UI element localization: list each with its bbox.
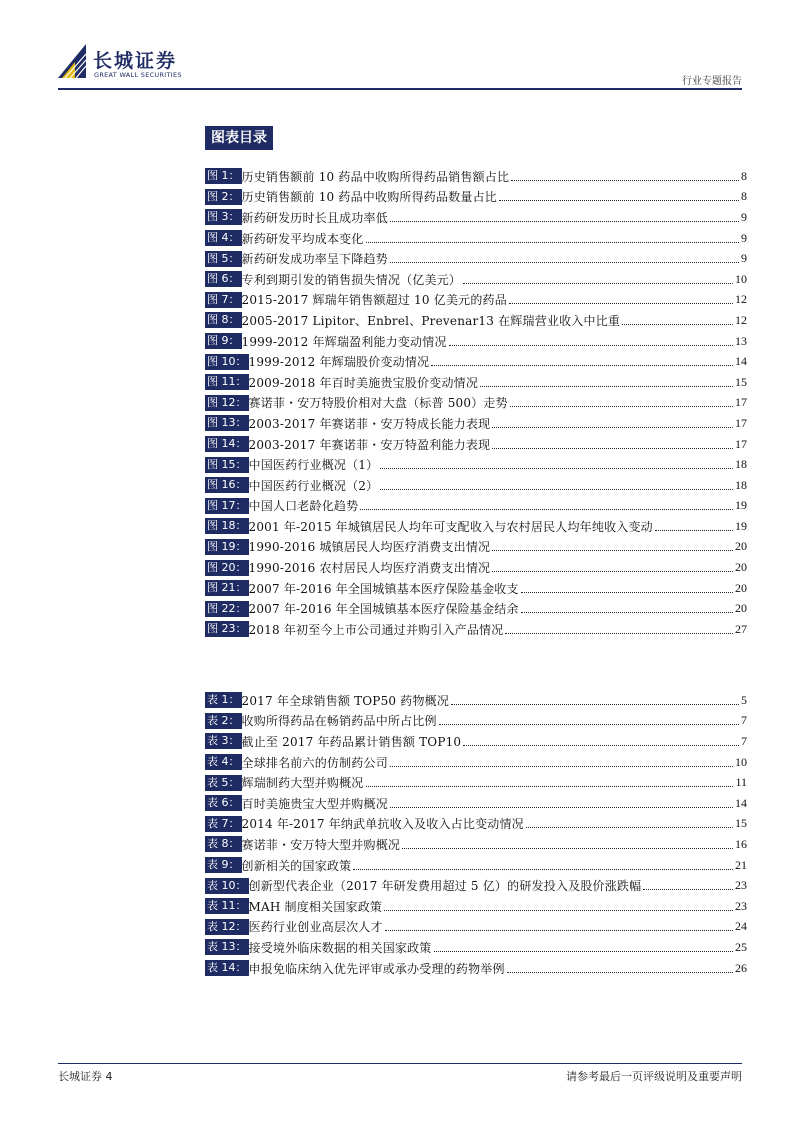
table-toc-entry[interactable] [205,711,747,732]
entry-page-number: 21 [735,857,747,872]
table-toc-entry[interactable] [205,875,747,896]
entry-label: 图 13： [207,416,247,430]
entry-title: 创新相关的国家政策 [241,858,352,873]
table-toc-entry[interactable] [205,814,747,835]
dot-leader [655,530,733,531]
entry-title: 2007 年-2016 年全国城镇基本医疗保险基金结余 [248,602,519,617]
entry-title: 2007 年-2016 年全国城镇基本医疗保险基金收支 [248,581,519,596]
dot-leader [366,242,739,243]
dot-leader [507,972,733,973]
page-header [0,0,800,90]
dot-leader [366,786,734,787]
dot-leader [480,386,733,387]
entry-title: 1999-2012 年辉瑞股价变动情况 [248,355,430,370]
entry-title: 辉瑞制药大型并购概况 [241,776,364,791]
figure-toc-entry[interactable] [205,187,747,208]
entry-label: 图 16： [207,478,247,492]
footer-divider [58,1063,742,1064]
dot-leader [380,468,733,469]
entry-page-number: 10 [735,271,747,286]
entry-title: 历史销售额前 10 药品中收购所得药品销售额占比 [241,169,510,184]
entry-title: 百时美施贵宝大型并购概况 [241,796,388,811]
entry-label: 图 17： [207,498,247,512]
entry-page-number: 17 [735,436,747,451]
dot-leader [380,489,733,490]
entry-label: 图 9： [207,334,240,348]
figure-list [205,166,747,640]
dot-leader [353,869,733,870]
entry-label: 表 14： [207,961,247,975]
figure-toc-entry[interactable] [205,166,747,187]
entry-label: 图 4： [207,231,240,245]
entry-title: 中国人口老龄化趋势 [248,499,359,514]
dot-leader [509,303,733,304]
figure-toc-entry[interactable] [205,310,747,331]
entry-page-number: 11 [735,775,747,790]
figure-toc-entry[interactable] [205,619,747,640]
dot-leader [492,571,733,572]
dot-leader [492,448,733,449]
entry-label: 表 10： [207,878,247,892]
figure-toc-entry[interactable] [205,454,747,475]
figure-toc-entry[interactable] [205,372,747,393]
table-toc-entry[interactable] [205,855,747,876]
entry-page-number: 15 [735,374,747,389]
entry-title: 1999-2012 年辉瑞盈利能力变动情况 [241,334,447,349]
dot-leader [510,406,733,407]
entry-title: 创新型代表企业（2017 年研发费用超过 5 亿）的研发投入及股价涨跌幅 [248,879,642,894]
logo-icon [58,44,86,78]
entry-title: 申报免临床纳入优先评审或承办受理的药物举例 [248,961,505,976]
dot-leader [384,910,733,911]
entry-label: 图 11： [207,375,247,389]
entry-title: 全球排名前六的仿制药公司 [241,755,388,770]
entry-label: 图 22： [207,601,247,615]
dot-leader [402,848,733,849]
entry-page-number: 15 [735,816,747,831]
entry-label: 图 1： [207,169,240,183]
entry-label: 表 12： [207,919,247,933]
entry-label: 图 23： [207,622,247,636]
figure-toc-entry[interactable] [205,557,747,578]
entry-title: 2015-2017 辉瑞年销售额超过 10 亿美元的药品 [241,293,507,308]
dot-leader [390,262,739,263]
entry-label: 图 18： [207,519,247,533]
brand-name-en: GREAT WALL SECURITIES [94,71,182,79]
entry-label: 图 12： [207,395,247,409]
entry-title: 2003-2017 年赛诺菲・安万特成长能力表现 [248,416,491,431]
entry-page-number: 13 [735,333,747,348]
entry-title: 1990-2016 农村居民人均医疗消费支出情况 [248,561,491,576]
entry-title: 新药研发历时长且成功率低 [241,210,388,225]
entry-title: 接受境外临床数据的相关国家政策 [248,940,432,955]
entry-title: 1990-2016 城镇居民人均医疗消费支出情况 [248,540,491,555]
entry-title: 2014 年-2017 年纳武单抗收入及收入占比变动情况 [241,817,524,832]
entry-label: 表 1： [207,693,240,707]
entry-page-number: 20 [735,601,747,616]
entry-label: 图 3： [207,210,240,224]
figure-toc-entry[interactable] [205,228,747,249]
entry-page-number: 8 [741,189,747,204]
entry-page-number: 18 [735,457,747,472]
dot-leader [385,930,733,931]
entry-label: 表 8： [207,837,240,851]
figure-toc-entry[interactable] [205,475,747,496]
entry-label: 图 19： [207,539,247,553]
dot-leader [505,633,733,634]
entry-title: 2018 年初至今上市公司通过并购引入产品情况 [248,622,504,637]
table-toc-entry[interactable] [205,690,747,711]
entry-label: 表 2： [207,713,240,727]
entry-title: 2001 年-2015 年城镇居民人均年可支配收入与农村居民人均年纯收入变动 [248,519,653,534]
entry-title: 2003-2017 年赛诺菲・安万特盈利能力表现 [248,437,491,452]
entry-page-number: 14 [735,354,747,369]
entry-label: 图 20： [207,560,247,574]
entry-title: 中国医药行业概况（1） [248,458,379,473]
entry-page-number: 18 [735,477,747,492]
dot-leader [390,221,739,222]
entry-label: 表 3： [207,734,240,748]
entry-title: 新药研发平均成本变化 [241,231,364,246]
footer-page-number: 长城证券 4 [58,1070,113,1083]
entry-title: 专利到期引发的销售损失情况（亿美元） [241,272,462,287]
entry-label: 图 6： [207,272,240,286]
figure-toc-entry[interactable] [205,496,747,517]
entry-page-number: 20 [735,580,747,595]
entry-page-number: 23 [735,878,747,893]
dot-leader [622,324,733,325]
entry-label: 图 10： [207,354,247,368]
entry-title: 新药研发成功率呈下降趋势 [241,252,388,267]
dot-leader [463,745,739,746]
dot-leader [390,807,733,808]
brand-name-cn: 长城证券 [93,50,178,72]
entry-label: 图 21： [207,581,247,595]
entry-label: 表 4： [207,755,240,769]
dot-leader [492,550,733,551]
section-title: 图表目录 [205,126,273,150]
header-divider [58,88,742,90]
dot-leader [451,704,739,705]
figure-toc-entry[interactable] [205,598,747,619]
table-toc-entry[interactable] [205,772,747,793]
entry-label: 图 14： [207,437,247,451]
table-toc-entry[interactable] [205,793,747,814]
entry-page-number: 24 [735,919,747,934]
figure-toc-entry[interactable] [205,331,747,352]
entry-title: 赛诺菲・安万特股价相对大盘（标普 500）走势 [248,396,508,411]
figure-toc-entry[interactable] [205,207,747,228]
entry-title: 历史销售额前 10 药品中收购所得药品数量占比 [241,190,498,205]
entry-page-number: 7 [741,713,747,728]
entry-title: 赛诺菲・安万特大型并购概况 [241,837,401,852]
entry-label: 表 7： [207,816,240,830]
entry-title: 收购所得药品在畅销药品中所占比例 [241,714,437,729]
figure-toc-entry[interactable] [205,269,747,290]
entry-title: 2009-2018 年百时美施贵宝股价变动情况 [248,375,479,390]
entry-label: 图 5： [207,251,240,265]
entry-label: 表 9： [207,858,240,872]
table-toc-entry[interactable] [205,958,747,979]
entry-page-number: 19 [735,498,747,513]
entry-page-number: 8 [741,168,747,183]
entry-label: 图 7： [207,292,240,306]
report-type-label: 行业专题报告 [682,76,742,87]
entry-page-number: 9 [741,251,747,266]
entry-title: 截止至 2017 年药品累计销售额 TOP10 [241,734,462,749]
table-toc-entry[interactable] [205,896,747,917]
table-toc-entry[interactable] [205,917,747,938]
dot-leader [390,766,733,767]
table-toc-entry[interactable] [205,937,747,958]
table-list [205,690,747,978]
entry-label: 图 2： [207,189,240,203]
entry-title: 中国医药行业概况（2） [248,478,379,493]
entry-title: 医药行业创业高层次人才 [248,920,383,935]
dot-leader [499,200,739,201]
entry-page-number: 16 [735,836,747,851]
dot-leader [449,345,733,346]
entry-page-number: 17 [735,395,747,410]
dot-leader [463,283,733,284]
entry-label: 图 8： [207,313,240,327]
entry-page-number: 5 [741,692,747,707]
entry-page-number: 26 [735,960,747,975]
dot-leader [492,427,733,428]
entry-label: 图 15： [207,457,247,471]
dot-leader [521,612,733,613]
dot-leader [360,509,733,510]
entry-page-number: 17 [735,415,747,430]
entry-page-number: 7 [741,733,747,748]
dot-leader [643,889,733,890]
dot-leader [526,827,733,828]
entry-label: 表 5： [207,775,240,789]
table-toc-entry[interactable] [205,752,747,773]
entry-page-number: 9 [741,230,747,245]
entry-title: MAH 制度相关国家政策 [248,899,383,914]
table-toc-entry[interactable] [205,731,747,752]
entry-page-number: 20 [735,539,747,554]
entry-page-number: 25 [735,939,747,954]
dot-leader [431,365,733,366]
figure-toc-entry[interactable] [205,248,747,269]
figure-toc-entry[interactable] [205,413,747,434]
entry-page-number: 20 [735,560,747,575]
dot-leader [439,724,739,725]
figure-toc-entry[interactable] [205,351,747,372]
figure-toc-entry[interactable] [205,537,747,558]
entry-page-number: 12 [735,312,747,327]
figure-toc-entry[interactable] [205,578,747,599]
figure-toc-entry[interactable] [205,516,747,537]
entry-page-number: 12 [735,292,747,307]
figure-toc-entry[interactable] [205,290,747,311]
entry-label: 表 11： [207,899,247,913]
figure-toc-entry[interactable] [205,393,747,414]
footer-disclaimer: 请参考最后一页评级说明及重要声明 [566,1070,742,1083]
entry-page-number: 23 [735,898,747,913]
entry-page-number: 10 [735,754,747,769]
entry-label: 表 6： [207,796,240,810]
dot-leader [511,180,739,181]
entry-title: 2017 年全球销售额 TOP50 药物概况 [241,693,450,708]
entry-page-number: 14 [735,795,747,810]
table-toc-entry[interactable] [205,834,747,855]
entry-page-number: 19 [735,518,747,533]
entry-page-number: 9 [741,209,747,224]
entry-label: 表 13： [207,940,247,954]
entry-page-number: 27 [735,621,747,636]
entry-title: 2005-2017 Lipitor、Enbrel、Prevenar13 在辉瑞营业收入中比重 [241,313,621,328]
dot-leader [434,951,733,952]
figure-toc-entry[interactable] [205,434,747,455]
dot-leader [521,592,733,593]
